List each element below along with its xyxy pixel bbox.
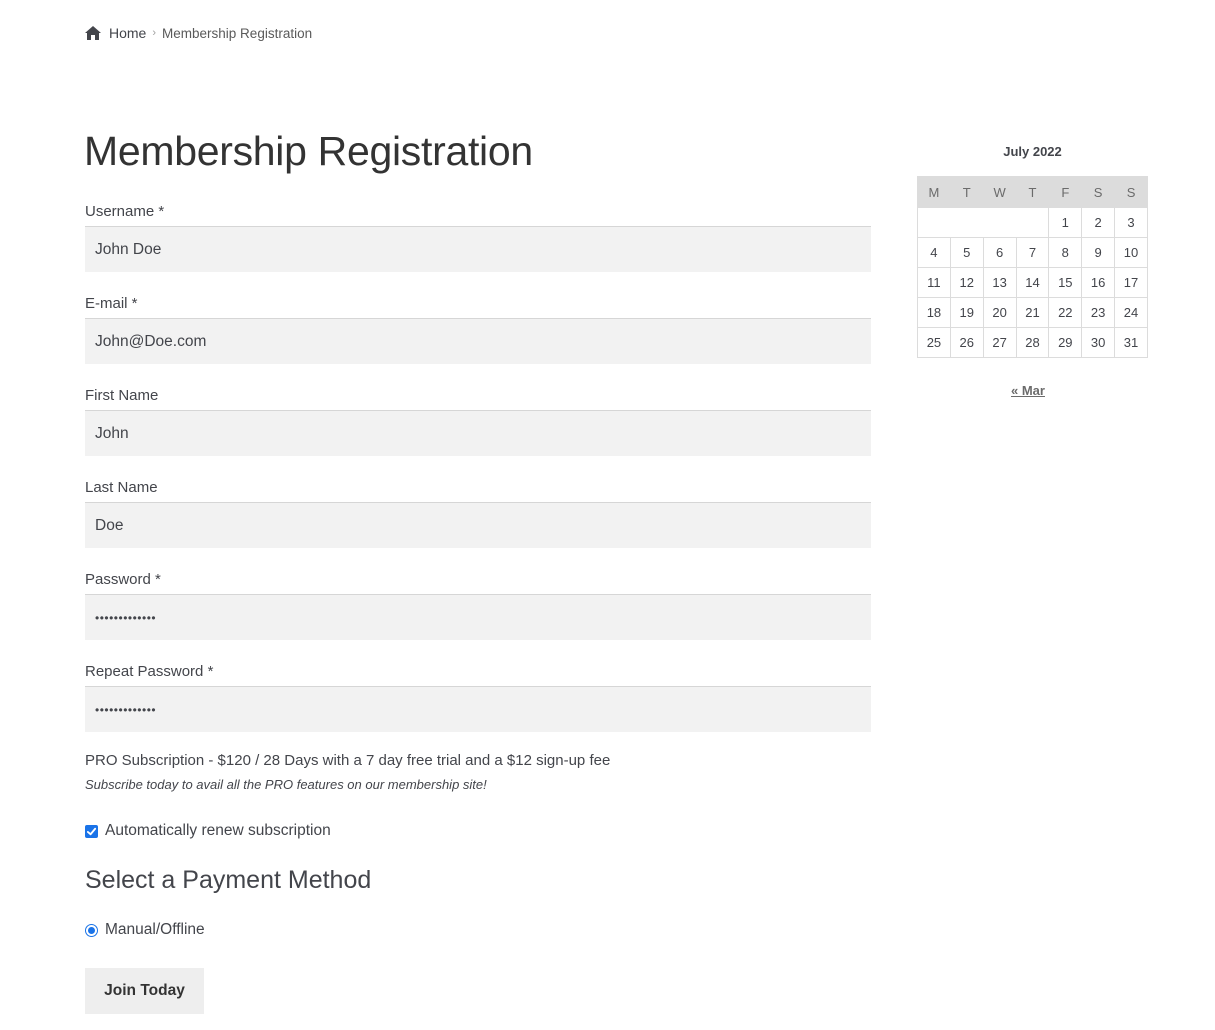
calendar-day: 23 xyxy=(1082,298,1115,328)
calendar-weekday: M xyxy=(918,177,951,208)
password-input[interactable] xyxy=(85,594,871,640)
calendar-weekday: S xyxy=(1115,177,1148,208)
password-label: Password * xyxy=(85,571,161,588)
home-icon[interactable] xyxy=(85,26,101,40)
calendar-day: 29 xyxy=(1049,328,1082,358)
first-name-label: First Name xyxy=(85,387,159,404)
payment-option-radio[interactable] xyxy=(85,924,98,937)
auto-renew-label: Automatically renew subscription xyxy=(105,822,331,839)
calendar-weekday: W xyxy=(983,177,1016,208)
calendar-day: 16 xyxy=(1082,268,1115,298)
join-today-button[interactable]: Join Today xyxy=(85,968,204,1014)
calendar-week-row xyxy=(918,238,1148,268)
calendar-day: 15 xyxy=(1049,268,1082,298)
breadcrumb xyxy=(85,24,312,42)
calendar-day: 17 xyxy=(1115,268,1148,298)
calendar-day: 8 xyxy=(1049,238,1082,268)
calendar-day: 7 xyxy=(1016,238,1049,268)
payment-method-title: Select a Payment Method xyxy=(85,866,372,894)
calendar-weekday: T xyxy=(1016,177,1049,208)
calendar-day: 31 xyxy=(1115,328,1148,358)
page-title: Membership Registration xyxy=(84,128,533,174)
calendar-day: 4 xyxy=(918,238,951,268)
calendar-day: 28 xyxy=(1016,328,1049,358)
subscription-description: Subscribe today to avail all the PRO features on our membership site! xyxy=(85,777,487,792)
calendar-day: 26 xyxy=(950,328,983,358)
calendar-weekday: F xyxy=(1049,177,1082,208)
breadcrumb-current: Membership Registration xyxy=(162,25,313,41)
calendar-day: 27 xyxy=(983,328,1016,358)
email-input[interactable] xyxy=(85,318,871,364)
calendar-day: 13 xyxy=(983,268,1016,298)
calendar-week-row xyxy=(918,208,1148,238)
calendar-day: 12 xyxy=(950,268,983,298)
repeat-password-field-group xyxy=(85,663,871,732)
calendar-day: 9 xyxy=(1082,238,1115,268)
last-name-input[interactable] xyxy=(85,502,871,548)
calendar-caption: July 2022 xyxy=(1003,144,1062,159)
first-name-field-group xyxy=(85,387,871,456)
calendar-widget xyxy=(917,142,1148,358)
last-name-field-group xyxy=(85,479,871,548)
calendar-day: 1 xyxy=(1049,208,1082,238)
username-label: Username * xyxy=(85,203,165,220)
auto-renew-checkbox[interactable] xyxy=(85,825,98,838)
calendar-day: 20 xyxy=(983,298,1016,328)
last-name-label: Last Name xyxy=(85,479,158,496)
registration-form xyxy=(85,203,871,732)
calendar-day: 21 xyxy=(1016,298,1049,328)
subscription-text: PRO Subscription - $120 / 28 Days with a 7 day free trial and a $12 sign-up fee xyxy=(85,752,611,769)
email-field-group xyxy=(85,295,871,364)
calendar-day: 24 xyxy=(1115,298,1148,328)
calendar-day: 22 xyxy=(1049,298,1082,328)
calendar-day: 19 xyxy=(950,298,983,328)
email-label: E-mail * xyxy=(85,295,138,312)
auto-renew-row xyxy=(85,822,331,840)
calendar-prev-link[interactable]: « Mar xyxy=(1011,383,1045,398)
username-field-group xyxy=(85,203,871,272)
username-input[interactable] xyxy=(85,226,871,272)
calendar-table xyxy=(917,176,1148,358)
calendar-day: 6 xyxy=(983,238,1016,268)
calendar-day: 3 xyxy=(1115,208,1148,238)
calendar-day: 5 xyxy=(950,238,983,268)
calendar-empty-cell xyxy=(918,208,1049,238)
repeat-password-label: Repeat Password * xyxy=(85,663,214,680)
breadcrumb-home-link[interactable]: Home xyxy=(109,25,147,41)
calendar-day: 18 xyxy=(918,298,951,328)
breadcrumb-separator: › xyxy=(152,27,157,39)
first-name-input[interactable] xyxy=(85,410,871,456)
calendar-week-row xyxy=(918,298,1148,328)
calendar-week-row xyxy=(918,328,1148,358)
calendar-day: 11 xyxy=(918,268,951,298)
payment-option-label: Manual/Offline xyxy=(105,921,205,938)
calendar-weekday: T xyxy=(950,177,983,208)
calendar-day: 30 xyxy=(1082,328,1115,358)
calendar-weekday: S xyxy=(1082,177,1115,208)
payment-option-row xyxy=(85,921,205,939)
password-field-group xyxy=(85,571,871,640)
calendar-day: 25 xyxy=(918,328,951,358)
check-icon xyxy=(86,826,97,837)
calendar-day: 10 xyxy=(1115,238,1148,268)
calendar-day: 14 xyxy=(1016,268,1049,298)
calendar-day: 2 xyxy=(1082,208,1115,238)
repeat-password-input[interactable] xyxy=(85,686,871,732)
calendar-week-row xyxy=(918,268,1148,298)
